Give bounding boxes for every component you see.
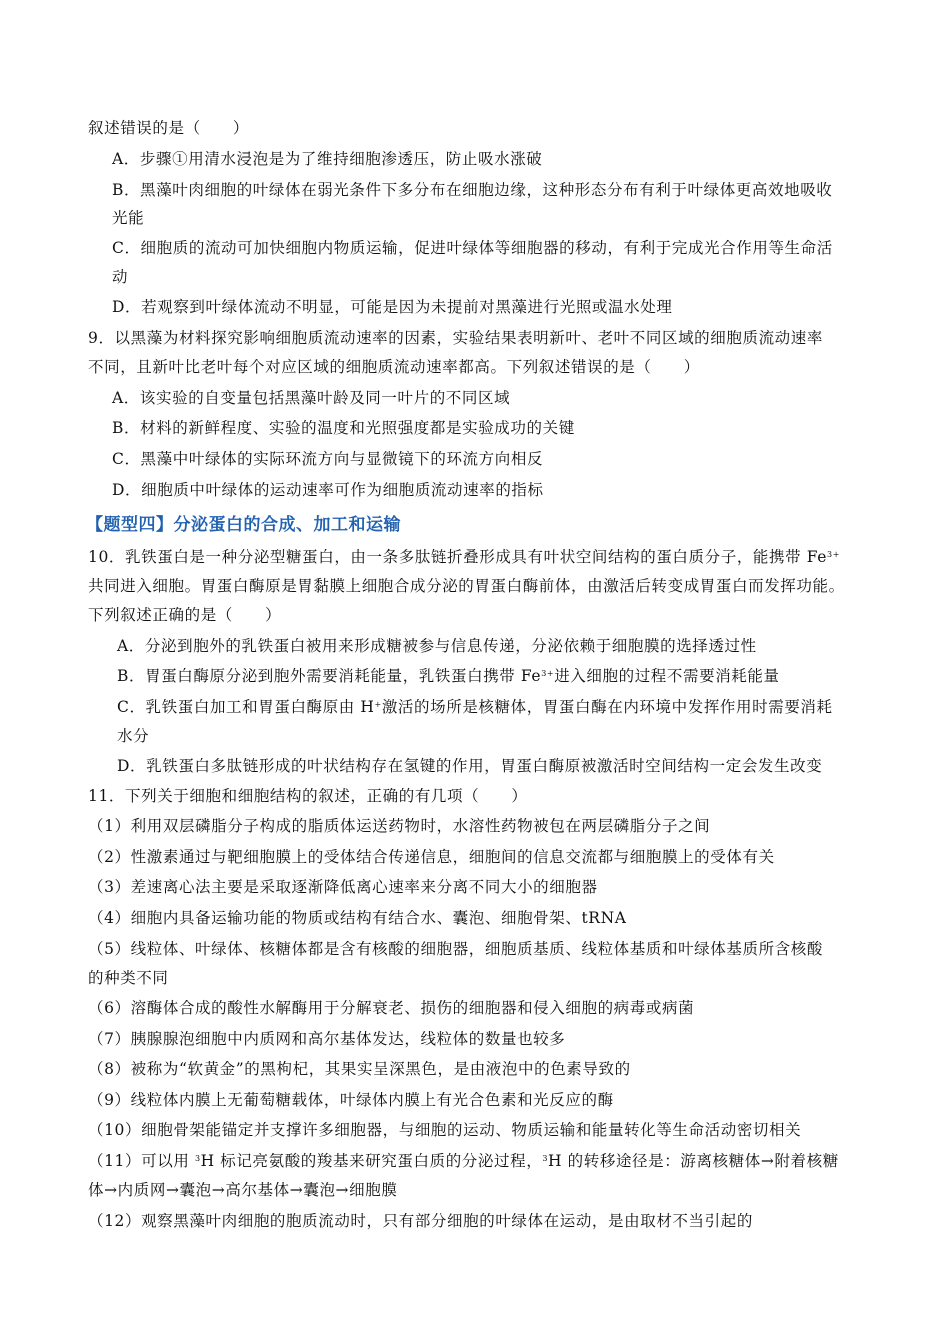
q8-option-d: D．若观察到叶绿体流动不明显，可能是因为未提前对黑藻进行光照或温水处理: [112, 298, 673, 316]
q11-statement-11-line1: （11）可以用 $^3$H 标记亮氨酸的羧基来研究蛋白质的分泌过程，$^3$H 的转移途径是：游离核糖体→附着核糖: [88, 1152, 839, 1170]
q9-stem-line2: 不同，且新叶比老叶每个对应区域的细胞质流动速率都高。下列叙述错误的是（ ）: [88, 358, 700, 376]
q8-option-a: A．步骤①用清水浸泡是为了维持细胞渗透压，防止吸水涨破: [112, 150, 543, 168]
q8-option-b-line1: B．黑藻叶肉细胞的叶绿体在弱光条件下多分布在细胞边缘，这种形态分布有利于叶绿体更高效地吸收: [112, 181, 833, 199]
q11-statement-5-line2: 的种类不同: [88, 969, 169, 987]
q9-option-a: A．该实验的自变量包括黑藻叶龄及同一叶片的不同区域: [112, 389, 511, 407]
superscript: 3+: [541, 669, 555, 678]
q11-statement-8: （8）被称为“软黄金”的黑枸杞，其果实呈深黑色，是由液泡中的色素导致的: [88, 1060, 631, 1078]
q11-statement-9: （9）线粒体内膜上无葡萄糖载体，叶绿体内膜上有光合色素和光反应的酶: [88, 1091, 614, 1109]
superscript: 3: [542, 1154, 549, 1163]
q11-statement-7: （7）胰腺腺泡细胞中内质网和高尔基体发达，线粒体的数量也较多: [88, 1030, 566, 1048]
q11-statement-4: （4）细胞内具备运输功能的物质或结构有结合水、囊泡、细胞骨架、tRNA: [88, 909, 627, 927]
q10-stem-line3: 下列叙述正确的是（ ）: [88, 606, 282, 624]
q9-stem-line1: 9．以黑藻为材料探究影响细胞质流动速率的因素，实验结果表明新叶、老叶不同区域的细胞质流动速率: [88, 329, 823, 347]
q9-option-b: B．材料的新鲜程度、实验的温度和光照强度都是实验成功的关键: [112, 419, 575, 437]
q8-option-c-line1: C．细胞质的流动可加快细胞内物质运输，促进叶绿体等细胞器的移动，有利于完成光合作用等生命活: [112, 239, 833, 257]
q11-statement-5-line1: （5）线粒体、叶绿体、核糖体都是含有核酸的细胞器，细胞质基质、线粒体基质和叶绿体基质所含核酸: [88, 940, 823, 958]
q10-option-a: A．分泌到胞外的乳铁蛋白被用来形成糖被参与信息传递，分泌依赖于细胞膜的选择透过性: [117, 637, 757, 655]
q11-statement-1: （1）利用双层磷脂分子构成的脂质体运送药物时，水溶性药物被包在两层磷脂分子之间: [88, 817, 711, 835]
superscript: 3: [194, 1154, 201, 1163]
q11-statement-12: （12）观察黑藻叶肉细胞的胞质流动时，只有部分细胞的叶绿体在运动，是由取材不当引起的: [88, 1212, 753, 1230]
q8-option-b-line2: 光能: [112, 209, 145, 227]
q11-statement-2: （2）性激素通过与靶细胞膜上的受体结合传递信息，细胞间的信息交流都与细胞膜上的受体有关: [88, 848, 775, 866]
q8-stem-tail: 叙述错误的是（ ）: [88, 119, 250, 137]
q11-statement-6: （6）溶酶体合成的酸性水解酶用于分解衰老、损伤的细胞器和侵入细胞的病毒或病菌: [88, 999, 695, 1017]
q10-option-b: B．胃蛋白酶原分泌到胞外需要消耗能量，乳铁蛋白携带 $Fe^{3+}$进入细胞的过程不需要消耗能量: [117, 667, 780, 685]
q11-stem: 11．下列关于细胞和细胞结构的叙述，正确的有几项（ ）: [88, 787, 528, 805]
q11-statement-10: （10）细胞骨架能锚定并支撑许多细胞器，与细胞的运动、物质运输和能量转化等生命活动密切相关: [88, 1121, 802, 1139]
q9-option-d: D．细胞质中叶绿体的运动速率可作为细胞质流动速率的指标: [112, 481, 544, 499]
q10-option-c-line1: C．乳铁蛋白加工和胃蛋白酶原由 H+激活的场所是核糖体，胃蛋白酶在内环境中发挥作用时需要消耗: [117, 698, 833, 716]
superscript: 3+: [827, 550, 841, 559]
q8-option-c-line2: 动: [112, 268, 129, 286]
q10-stem-line2: 共同进入细胞。胃蛋白酶原是胃黏膜上细胞合成分泌的胃蛋白酶前体，由激活后转变成胃蛋白而发挥功能。: [88, 577, 845, 595]
superscript: +: [374, 700, 382, 709]
q9-option-c: C．黑藻中叶绿体的实际环流方向与显微镜下的环流方向相反: [112, 450, 544, 468]
q10-option-c-line2: 水分: [117, 727, 150, 745]
section-heading: 【题型四】分泌蛋白的合成、加工和运输: [86, 515, 401, 535]
q10-stem-line1: 10．乳铁蛋白是一种分泌型糖蛋白，由一条多肽链折叠形成具有叶状空间结构的蛋白质分子，能携带 $Fe^{3+}$: [88, 548, 841, 566]
q10-option-d: D．乳铁蛋白多肽链形成的叶状结构存在氢键的作用，胃蛋白酶原被激活时空间结构一定会发生改变: [117, 757, 823, 775]
q11-statement-11-line2: 体→内质网→囊泡→高尔基体→囊泡→细胞膜: [88, 1181, 398, 1199]
q11-statement-3: （3）差速离心法主要是采取逐渐降低离心速率来分离不同大小的细胞器: [88, 878, 598, 896]
